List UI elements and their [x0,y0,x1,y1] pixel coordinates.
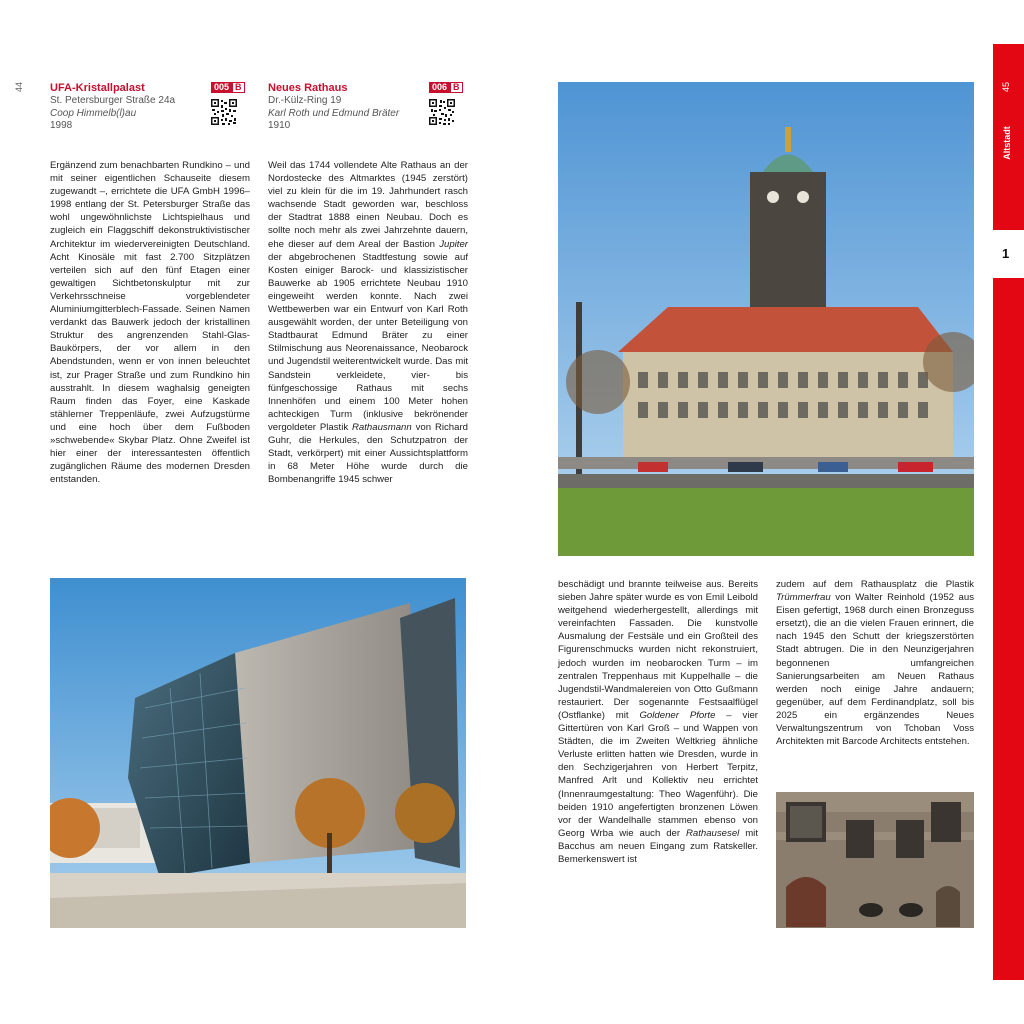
chapter-number[interactable]: 1 [1002,246,1010,261]
qr-code-icon[interactable] [429,99,455,125]
chapter-tab-strip [993,278,1024,980]
entry-number: 006 [429,82,450,93]
entry-letter: B [232,82,245,93]
neues-rathaus-photo [558,82,974,556]
entry-title: UFA-Kristallpalast [50,82,145,94]
rathaus-facade-detail-photo [776,792,974,928]
entry-architect: Coop Himmelb(l)au [50,107,137,119]
entry-letter: B [450,82,463,93]
entry-ufa-text: Ergänzend zum benachbarten Rundkino – und mit seiner eigentlichen Schauseite diesem zugewandt –, errichtete die UFA GmbH 1996–1998 entlang der St. Petersburger Straße das wohl ungewöhnlichste Lichtspielhaus und zugleich ein Flaggschiff dekonstruktivistischer Architektur im wiedervereinigten Deutschland. Acht Kinosäle mit fast 2.700 Sitzplätzen verteilen sich auf den fünf Etagen einer gewaltigen Sichtbetonskulptur mit zur Verkehrsschneise vorgeblendeter Aluminiumgitterblech-Fassade. Seinen Namen verdankt das Bauwerk jedoch der kristallinen Struktur des angrenzenden Stahl-Glas-Baukörpers, der vor allem in den Abendstunden, wenn er von innen beleuchtet ist, zur Prager Straße und zum Rundkino hin ausstrahlt. In diesem waghalsig geneigten Raum finden das Foyer, eine Kaskade stählerner Treppenläufe, zwei Aufzugstürme und eine hoch über dem Fußboden »schwebende« Skybar Platz. Ohne Zweifel ist hier einer der interessantesten öffentlich zugänglichen Räume des modernen Dresden entstanden. [50,160,250,486]
page-number-left: 44 [14,81,25,93]
qr-code-icon[interactable] [211,99,237,125]
rathaus-text-cont-col1: beschädigt und brannte teilweise aus. Bereits sieben Jahre später wurde es von Emil Leibold weitgehend wiederhergestellt, allerdings mit vereinfachten Fassaden. Die kunstvolle Ausmalung der Festsäle und ein Großteil des Figurenschmucks wurden nicht rekonstruiert, jedoch wurden im neobarocken Turm – im zentralen Treppenhaus mit Kuppelhalle – die Jugendstil-Wandmalereien von Otto Gußmann restauriert. Der sogenannte Festsaalflügel (Ostflanke) mit Goldener Pforte – vier Gittertüren von Karl Groß – und Wappen von Städten, die im Zweiten Weltkrieg ähnliche Verluste erlitten hatten wie Dresden, wurde in den Sechzigerjahren von Herbert Terpitz, Manfred Arlt und Kollektiv neu errichtet (Innenraumgestaltung: Theo Wagenführ). Die beiden 1910 angefertigten bronzenen Löwen vor der Wandelhalle stammen ebenso von Georg Wrba wie auch der Rathausesel mit Bacchus am neuen Eingang zum Ratskeller. Bemerkenswert ist [558,579,758,865]
page-number-right: 45 [1001,81,1012,93]
ufa-kristallpalast-photo [50,578,466,928]
entry-title: Neues Rathaus [268,82,348,94]
entry-architect: Karl Roth und Edmund Bräter [268,107,400,119]
entry-badge [429,82,463,93]
entry-year: 1910 [268,120,291,131]
entry-badge [211,82,245,93]
rathaus-text-cont-col2: zudem auf dem Rathausplatz die Plastik Trümmerfrau von Walter Reinhold (1952 aus Eisen gefertigt, 1968 durch einen Bronzeguss ersetzt), die an die vielen Frauen erinnert, die nach 1945 den Schutt der kriegszerstörten Stadt abtrugen. Die in den Neunzigerjahren begonnenen umfangreichen Sanierungsarbeiten am Neuen Rathaus werden noch einige Jahre andauern; gegenüber, auf dem Ferdinandplatz, soll bis 2025 ein ergänzendes Neues Verwaltungszentrum von Tchoban Voss Architekten mit Barcode Architects entstehen. [776,579,974,748]
entry-address: St. Petersburger Straße 24a [50,95,176,106]
entry-address: Dr.-Külz-Ring 19 [268,95,342,106]
chapter-tab-label: Altstadt [1001,126,1012,160]
entry-number: 005 [211,82,232,93]
entry-rathaus-text: Weil das 1744 vollendete Alte Rathaus an der Nordostecke des Altmarktes (1945 zerstört) viel zu klein für die im 19. Jahrhundert rasch wachsende Stadt geworden war, beschloss der Stadtrat 1888 einen Neubau. Doch es sollte noch mehr als zwei Jahrzehnte dauern, ehe dieser auf dem Areal der Bastion Jupiter der abgebrochenen Stadtfestung sowie auf Kosten einiger Barock- und klassizistischer Bauwerke ab 1905 errichtete Neubau 1910 eingeweiht werden konnte. Nach zwei Wettbewerben war ein Entwurf von Karl Roth ausgewählt worden, der unter Beteiligung von Stadtbaurat Edmund Bräter zu einer Stilmischung aus Neorenaissance, Neobarock und Jugendstil weiterentwickelt wurde. Das mit Sandstein verkleidete, vier- bis fünfgeschossige Rathaus mit sechs Innenhöfen und einem 100 Meter hohen achteckigen Turm (inklusive bekrönender vergoldeter Plastik Rathausmann von Richard Guhr, die Herkules, den Schutzpatron der Stadt, verkörpert) mit einer Aussichtsplattform in 68 Meter Höhe wurde durch die Bombenangriffe 1945 schwer [268,160,468,486]
entry-year: 1998 [50,120,73,131]
